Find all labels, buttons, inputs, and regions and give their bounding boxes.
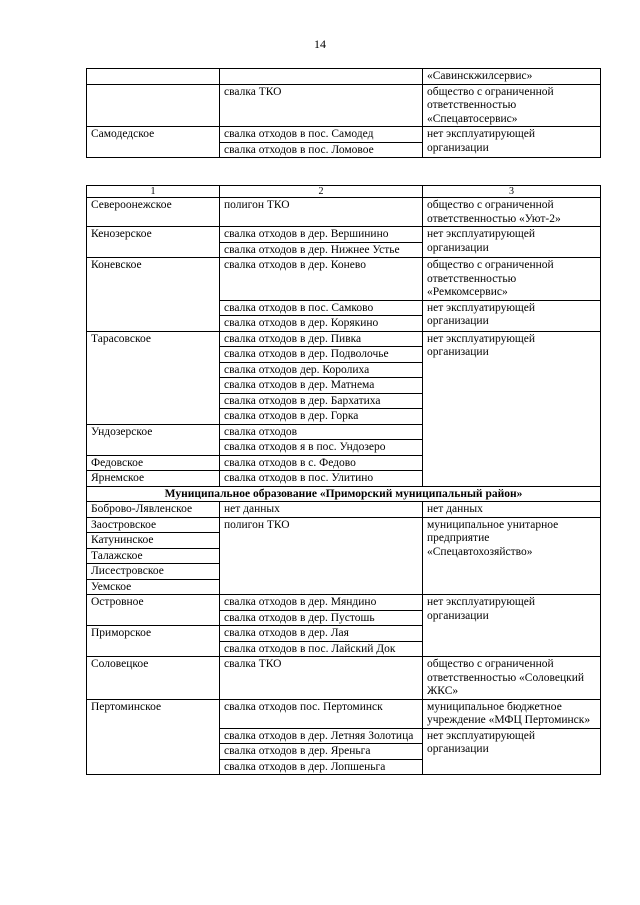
- facility-cell: полигон ТКО: [220, 198, 423, 227]
- facility-cell: свалка отходов дер. Королиха: [220, 362, 423, 378]
- operator-cell: муниципальное бюджетное учреждение «МФЦ Пертоминск»: [423, 699, 601, 728]
- table-row: [87, 517, 601, 533]
- table-row: [87, 657, 601, 700]
- settlement-cell: Уемское: [87, 579, 220, 595]
- section-heading: Муниципальное образование «Приморский муниципальный район»: [87, 486, 601, 502]
- facility-cell: свалка ТКО: [220, 657, 423, 700]
- settlement-cell: Самодедское: [87, 127, 220, 158]
- page-number: 14: [314, 37, 326, 51]
- facility-cell: свалка ТКО: [220, 84, 423, 127]
- facility-cell: свалка отходов пос. Пертоминск: [220, 699, 423, 728]
- facility-cell: свалка отходов в дер. Лопшеньга: [220, 759, 423, 775]
- settlement-cell: Талажское: [87, 548, 220, 564]
- operator-cell: нет эксплуатирующей организации: [423, 595, 601, 657]
- facility-cell: свалка отходов в дер. Корякино: [220, 316, 423, 332]
- facility-cell: полигон ТКО: [220, 517, 423, 595]
- facility-cell: свалка отходов я в пос. Ундозеро: [220, 440, 423, 456]
- column-number: 1: [87, 186, 220, 198]
- column-number-row: [87, 186, 601, 198]
- table-row: [87, 699, 601, 728]
- column-number: 3: [423, 186, 601, 198]
- facility-cell: свалка отходов в пос. Ломовое: [220, 142, 423, 158]
- column-number: 2: [220, 186, 423, 198]
- facility-cell: свалка отходов в пос. Самково: [220, 300, 423, 316]
- table-row: [87, 227, 601, 243]
- facility-cell: свалка отходов в дер. Яреньга: [220, 744, 423, 760]
- settlement-cell: Ундозерское: [87, 424, 220, 455]
- table-row: [87, 69, 601, 85]
- facility-cell: свалка отходов в пос. Улитино: [220, 471, 423, 487]
- operator-cell: нет эксплуатирующей организации: [423, 300, 601, 331]
- settlement-cell: Островное: [87, 595, 220, 626]
- table-row: [87, 84, 601, 127]
- settlement-cell: Федовское: [87, 455, 220, 471]
- facility-cell: свалка отходов в дер. Пивка: [220, 331, 423, 347]
- table-row: [87, 127, 601, 143]
- facility-cell: нет данных: [220, 502, 423, 518]
- settlement-cell: Пертоминское: [87, 699, 220, 775]
- settlement-cell: Кенозерское: [87, 227, 220, 258]
- facility-cell: свалка отходов в дер. Бархатиха: [220, 393, 423, 409]
- settlement-cell: Ярнемское: [87, 471, 220, 487]
- waste-facilities-table: [86, 185, 601, 775]
- facility-cell: свалка отходов в дер. Конево: [220, 258, 423, 301]
- settlement-cell: Приморское: [87, 626, 220, 657]
- facility-cell: свалка отходов в дер. Пустошь: [220, 610, 423, 626]
- operator-cell: общество с ограниченной ответственностью «Уют-2»: [423, 198, 601, 227]
- table-row: [87, 331, 601, 347]
- operator-cell: нет эксплуатирующей организации: [423, 331, 601, 486]
- facility-cell: свалка отходов в дер. Летняя Золотица: [220, 728, 423, 744]
- settlement-cell: Североонежское: [87, 198, 220, 227]
- operator-cell: нет эксплуатирующей организации: [423, 728, 601, 775]
- operator-cell: общество с ограниченной ответственностью «Спецавтосервис»: [423, 84, 601, 127]
- operator-cell: нет эксплуатирующей организации: [423, 227, 601, 258]
- operator-cell: общество с ограниченной ответственностью «Ремкомсервис»: [423, 258, 601, 301]
- section-heading-row: [87, 486, 601, 502]
- facility-cell: свалка отходов в пос. Лайский Док: [220, 641, 423, 657]
- facility-cell: свалка отходов в дер. Вершинино: [220, 227, 423, 243]
- settlement-cell: Соловецкое: [87, 657, 220, 700]
- facility-cell: свалка отходов в дер. Матнема: [220, 378, 423, 394]
- settlement-cell: Боброво-Лявленское: [87, 502, 220, 518]
- operator-cell: нет данных: [423, 502, 601, 518]
- settlement-cell: Заостровское: [87, 517, 220, 533]
- facility-cell: свалка отходов в дер. Мяндино: [220, 595, 423, 611]
- settlement-cell: Тарасовское: [87, 331, 220, 424]
- table-row: [87, 502, 601, 518]
- operator-cell: муниципальное унитарное предприятие «Спецавтохозяйство»: [423, 517, 601, 595]
- operator-cell: «Савинскжилсервис»: [423, 69, 601, 85]
- table-row: [87, 595, 601, 611]
- facility-cell: свалка отходов в с. Федово: [220, 455, 423, 471]
- facility-cell: свалка отходов: [220, 424, 423, 440]
- settlement-cell: Лисестровское: [87, 564, 220, 580]
- facility-cell: свалка отходов в дер. Нижнее Устье: [220, 242, 423, 258]
- facility-cell: свалка отходов в дер. Горка: [220, 409, 423, 425]
- table-row: [87, 198, 601, 227]
- table-continuation: [86, 68, 601, 158]
- operator-cell: общество с ограниченной ответственностью «Соловецкий ЖКС»: [423, 657, 601, 700]
- settlement-cell: Коневское: [87, 258, 220, 332]
- table-row: [87, 258, 601, 301]
- facility-cell: свалка отходов в дер. Подволочье: [220, 347, 423, 363]
- settlement-cell: Катунинское: [87, 533, 220, 549]
- facility-cell: свалка отходов в пос. Самодед: [220, 127, 423, 143]
- facility-cell: свалка отходов в дер. Лая: [220, 626, 423, 642]
- operator-cell: нет эксплуатирующей организации: [423, 127, 601, 158]
